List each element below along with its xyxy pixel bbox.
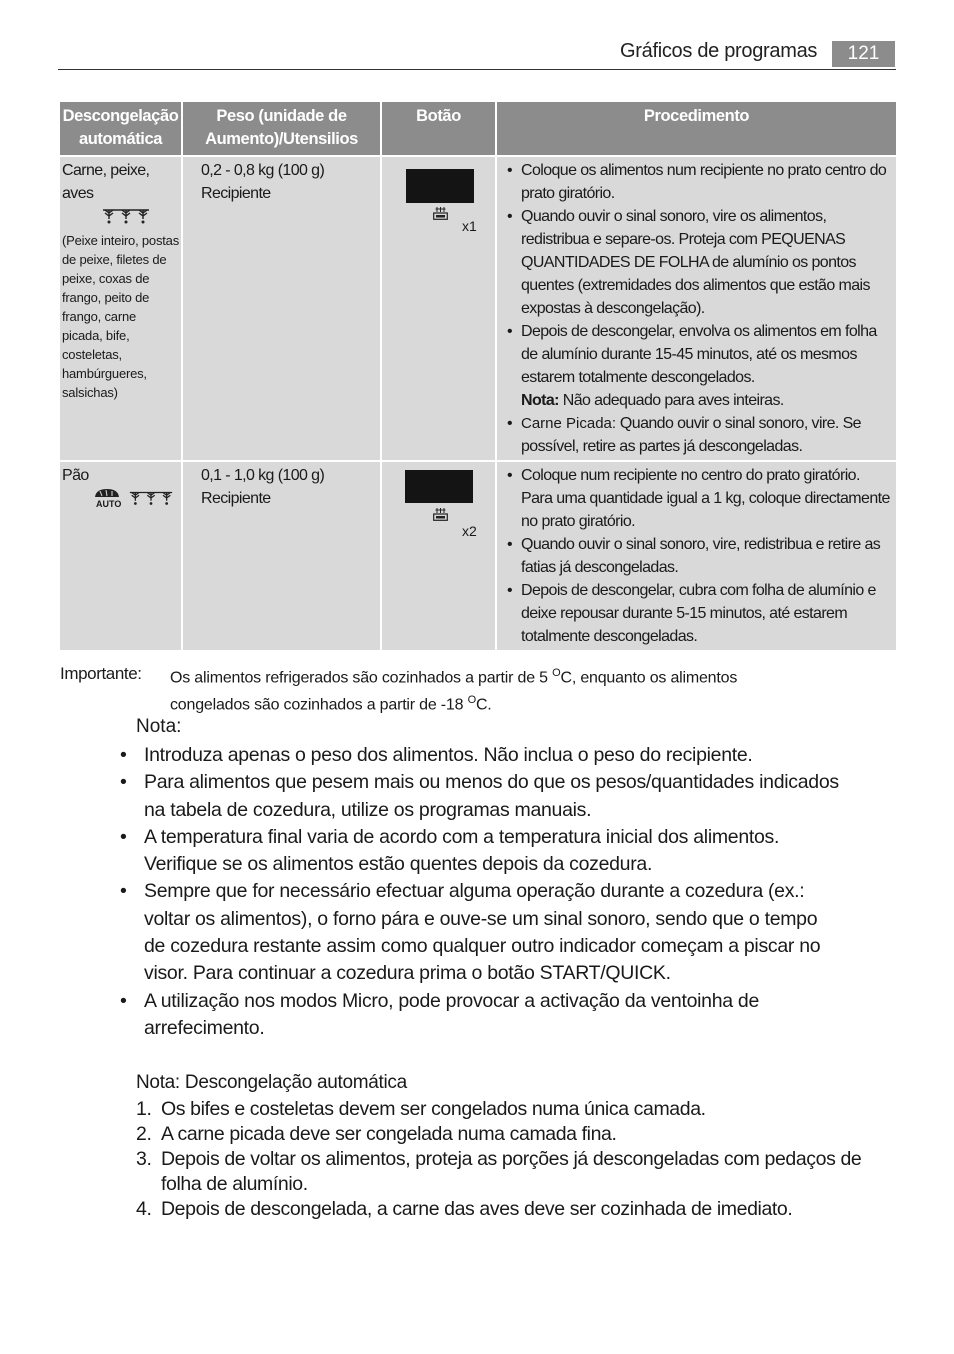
defrost-steps-list — [136, 1097, 896, 1222]
list-item: • Depois de descongelar, envolva os alimentos em folha de alumínio durante 15-45 minutos, até os mesmos estarem totalmente descongelados. Nota: Não adequado para aves inteiras. — [507, 323, 877, 409]
nota-text: Não adequado para aves inteiras. — [562, 392, 784, 409]
table-row — [59, 461, 897, 651]
food-label: Pão — [62, 467, 89, 484]
col-header-button: Botão — [381, 101, 496, 156]
nota-label: Nota: — [521, 392, 559, 409]
list-item: • Coloque os alimentos num recipiente no prato centro do prato giratório. — [507, 162, 887, 202]
minced-meat-text: Quando ouvir o sinal sonoro, vire. Se possível, retire as partes já descongeladas. — [521, 415, 861, 455]
list-item: • Carne Picada: Quando ouvir o sinal sonoro, vire. Se possível, retire as partes já descongeladas. — [507, 415, 861, 455]
nota-heading: Nota: — [136, 716, 182, 737]
procedure-list — [507, 464, 894, 648]
list-item: 3. Depois de voltar os alimentos, proteja as porções já descongeladas com pedaços de folha de alumínio. — [136, 1148, 862, 1195]
press-count: x2 — [462, 523, 477, 539]
procedure-cell — [496, 461, 897, 651]
procedure-cell — [496, 156, 897, 461]
page-number: 121 — [832, 41, 895, 67]
defrost-program-table — [58, 100, 898, 652]
page-header-title: Gráficos de programas — [620, 40, 818, 62]
procedure-list — [507, 159, 894, 458]
list-item: 4. Depois de descongelada, a carne das aves deve ser cozinhada de imediato. — [136, 1198, 793, 1220]
auto-defrost-button-icon — [433, 507, 448, 521]
nota-label: Nota: — [136, 1072, 180, 1093]
list-item: 2. A carne picada deve ser congelada numa camada fina. — [136, 1123, 617, 1145]
list-item: • Quando ouvir o sinal sonoro, vire, redistribua e retire as fatias já descongeladas. — [507, 536, 881, 576]
food-cell — [59, 461, 182, 651]
weight-cell — [182, 156, 381, 461]
weight-cell — [182, 461, 381, 651]
importante-text: Os alimentos refrigerados são cozinhados a partir de 5 $^O$C, enquanto os alimentos congelados são cozinhados a partir de -18 $^O$C. — [170, 667, 738, 714]
nota-title: Descongelação automática — [184, 1072, 407, 1093]
list-item: • Sempre que for necessário efectuar alguma operação durante a cozedura (ex.: voltar os alimentos), o forno pára e ouve-se um sinal sonoro, sendo que o tempo de cozedura restante assim como qualquer outro indicador começam a piscar no visor. Para continuar a cozedura prima o botão START/QUICK. — [120, 880, 821, 985]
list-item: • Quando ouvir o sinal sonoro, vire os alimentos, redistribua e separe-os. Proteja com PEQUENAS QUANTIDADES DE FOLHA de alumínio os pontos quentes (extremidades dos alimentos que estão mais expostas à descongelação). — [507, 208, 870, 317]
weight-range: 0,1 - 1,0 kg (100 g) — [201, 467, 325, 484]
food-examples-note: (Peixe inteiro, postas de peixe, filetes de peixe, coxas de frango, peito de frango, carne picada, bife, costeletas, hambúrgueres, salsichas) — [62, 233, 179, 400]
list-item: • Coloque num recipiente no centro do prato giratório. Para uma quantidade igual a 1 kg, coloque directamente no prato giratório. — [507, 467, 890, 530]
food-label: Carne, peixe, aves — [62, 162, 150, 202]
nota-list — [120, 742, 840, 1042]
press-count: x1 — [462, 218, 477, 234]
button-cell — [381, 156, 496, 461]
table-row — [59, 156, 897, 461]
list-item: • Depois de descongelar, cubra com folha de alumínio e deixe repousar durante 5-15 minutos, até estarem totalmente descongeladas. — [507, 582, 876, 645]
list-item: • Para alimentos que pesem mais ou menos do que os pesos/quantidades indicados na tabela de cozedura, utilize os programas manuais. — [120, 771, 839, 821]
importante-label: Importante: — [60, 664, 142, 683]
defrost-level-icon — [128, 489, 174, 507]
bread-auto-icons — [92, 487, 179, 513]
defrost-level-icon — [72, 207, 179, 227]
auto-defrost-button-icon — [433, 206, 448, 220]
col-header-defrost: Descongelação automática — [59, 101, 182, 156]
col-header-procedure: Procedimento — [496, 101, 897, 156]
list-item: 1. Os bifes e costeletas devem ser congelados numa única camada. — [136, 1098, 706, 1120]
list-item: • A utilização nos modos Micro, pode provocar a activação da ventoinha de arrefecimento. — [120, 989, 759, 1039]
utensil-label: Recipiente — [201, 490, 271, 507]
nota-defrost-heading — [136, 1072, 407, 1094]
header-rule — [58, 69, 896, 70]
col-header-weight: Peso (unidade de Aumento)/Utensilios — [182, 101, 381, 156]
list-item: • A temperatura final varia de acordo com a temperatura inicial dos alimentos. Verifique se os alimentos estão quentes depois da cozedura. — [120, 825, 780, 876]
list-item: • Introduza apenas o peso dos alimentos. Não inclua o peso do recipiente. — [120, 744, 753, 766]
minced-meat-label: Carne Picada: — [521, 415, 617, 432]
weight-range: 0,2 - 0,8 kg (100 g) — [201, 162, 325, 179]
table-header-row — [59, 101, 897, 156]
display-panel — [406, 169, 474, 203]
auto-label: AUTO — [96, 499, 122, 509]
button-cell — [381, 461, 496, 651]
display-panel — [405, 470, 473, 503]
utensil-label: Recipiente — [201, 185, 271, 202]
food-cell — [59, 156, 182, 461]
